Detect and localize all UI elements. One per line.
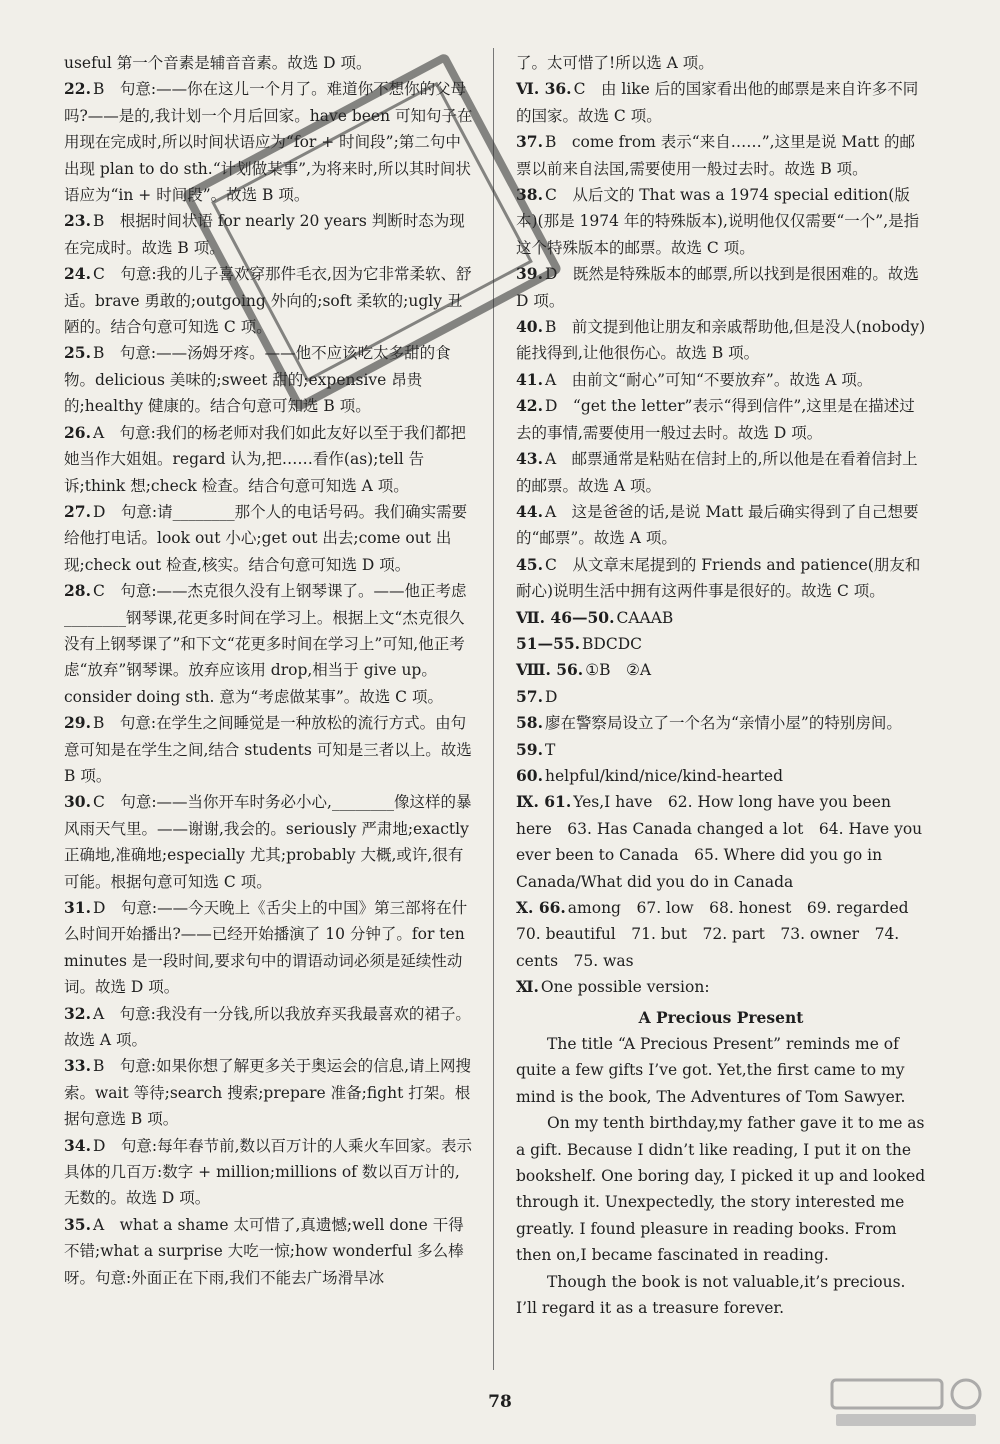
question-number: 37. xyxy=(516,132,543,152)
question-number: Ⅶ. 46—50. xyxy=(516,607,615,627)
answer-text: B come from 表示“来自……”,这里是说 Matt 的邮票以前来自法国,需要使用一般过去时。故选 B 项。 xyxy=(516,133,915,178)
answer-text: B 句意:如果你想了解更多关于奥运会的信息,请上网搜索。wait 等待;search 搜索;prepare 准备;fight 打架。根据句意选 B 项。 xyxy=(64,1057,472,1129)
question-number: 33. xyxy=(64,1056,91,1076)
question-number: 35. xyxy=(64,1214,91,1234)
question-number: 45. xyxy=(516,554,543,574)
left-column xyxy=(64,50,474,1291)
right-column-entry xyxy=(516,446,926,499)
answer-text: A 由前文“耐心”可知“不要放弃”。故选 A 项。 xyxy=(544,370,873,389)
answer-text: D 句意:请________那个人的电话号码。我们确实需要给他打电话。look out 小心;get out 出去;come out 出现;check out 检查,核实。结合句意可知选 D 项。 xyxy=(64,502,468,574)
question-number: 43. xyxy=(516,449,543,469)
left-column-entry xyxy=(64,1053,474,1132)
right-column-entry xyxy=(516,763,926,789)
right-column-entry xyxy=(516,895,926,974)
question-number: 26. xyxy=(64,422,91,442)
left-column-entry xyxy=(64,499,474,578)
right-column-entry xyxy=(516,552,926,605)
left-column-entry xyxy=(64,578,474,710)
essay-paragraph-3: Though the book is not valuable,it’s precious. I’ll regard it as a treasure forever. xyxy=(516,1272,906,1318)
right-column-entry xyxy=(516,182,926,261)
question-number: 24. xyxy=(64,264,91,284)
answer-text: A 句意:我没有一分钱,所以我放弃买我最喜欢的裙子。故选 A 项。 xyxy=(64,1004,471,1050)
right-column-entry xyxy=(516,129,926,182)
corner-logo-icon xyxy=(826,1372,986,1432)
left-column-entry xyxy=(64,710,474,789)
question-number: 22. xyxy=(64,79,91,99)
question-number: 25. xyxy=(64,343,91,363)
left-column-entry xyxy=(64,789,474,895)
answer-text: B 前文提到他让朋友和亲戚帮助他,但是没人(nobody)能找得到,让他很伤心。故选 B 项。 xyxy=(516,318,926,363)
answer-text: C 句意:我的儿子喜欢穿那件毛衣,因为它非常柔软、舒适。brave 勇敢的;outgoing 外向的;soft 柔软的;ugly 丑陋的。结合句意可知选 C 项。 xyxy=(64,265,472,337)
answer-text: C 句意:——杰克很久没有上钢琴课了。——他正考虑________钢琴课,花更多时间在学习上。根据上文“杰克很久没有上钢琴课了”和下文“花更多时间在学习上”可知,他正考虑“放弃”钢琴课。放弃应该用 drop,相当于 give up。consider doing sth. 意为“考虑做某事”。故选 C 项。 xyxy=(64,582,467,706)
column-divider xyxy=(493,48,494,1370)
answer-text: BDCDC xyxy=(582,634,643,653)
right-column-entry xyxy=(516,50,926,76)
question-number: 34. xyxy=(64,1135,91,1155)
answer-text: D “get the letter”表示“得到信件”,这里是在描述过去的事情,需要使用一般过去时。故选 D 项。 xyxy=(516,397,915,442)
question-number: 58. xyxy=(516,713,543,733)
answer-text: CAAAB xyxy=(616,608,674,627)
answer-text: helpful/kind/nice/kind-hearted xyxy=(544,766,784,785)
answer-text: One possible version: xyxy=(540,978,710,997)
question-number: 51—55. xyxy=(516,633,581,653)
right-column-entry xyxy=(516,974,926,1000)
answer-text: Yes,I have 62. How long have you been here 63. Has Canada changed a lot 64. Have you ever been to Canada 65. Where did you go in Canada/What did you do in Canada xyxy=(516,793,923,891)
question-number: 41. xyxy=(516,369,543,389)
right-column-entry xyxy=(516,393,926,446)
essay-title: A Precious Present xyxy=(638,1007,804,1027)
answer-text: A 这是爸爸的话,是说 Matt 最后确实得到了自己想要的“邮票”。故选 A 项。 xyxy=(516,502,919,548)
left-column-entry xyxy=(64,50,474,76)
question-number: 32. xyxy=(64,1003,91,1023)
essay-paragraph-1: The title “A Precious Present” reminds me of quite a few gifts I’ve got. Yet,the first came to my mind is the book, The Adventures of Tom Sawyer. xyxy=(516,1035,906,1106)
answer-text: C 句意:——当你开车时务必小心,________像这样的暴风雨天气里。——谢谢,我会的。seriously 严肃地;exactly 正确地,准确地;especially 尤其;probably 大概,或许,很有可能。根据句意可知选 C 项。 xyxy=(64,793,472,891)
left-column-entry xyxy=(64,208,474,261)
right-column-entry xyxy=(516,684,926,710)
right-column-entry xyxy=(516,631,926,657)
question-number: 31. xyxy=(64,898,91,917)
question-number: 39. xyxy=(516,264,543,284)
right-column-entry xyxy=(516,499,926,552)
left-column-entry xyxy=(64,76,474,208)
answer-text: B 根据时间状语 for nearly 20 years 判断时态为现在完成时。故选 B 项。 xyxy=(64,212,465,257)
question-number: 23. xyxy=(64,211,91,231)
answer-text: useful 第一个音素是辅音音素。故选 D 项。 xyxy=(64,54,372,72)
answer-text: A what a shame 太可惜了,真遗憾;well done 干得不错;what a surprise 大吃一惊;how wonderful 多么棒呀。句意:外面正在下雨,我们不能去广场滑旱冰 xyxy=(64,1215,464,1287)
right-column-entry xyxy=(516,367,926,393)
answer-text: C 从文章末尾提到的 Friends and patience(朋友和耐心)说明生活中拥有这两件事是很好的。故选 C 项。 xyxy=(516,555,921,601)
right-column-entry xyxy=(516,789,926,895)
question-number: Ⅹ. 66. xyxy=(516,898,566,917)
answer-text: ①B ②A xyxy=(585,661,652,680)
question-number: Ⅸ. 61. xyxy=(516,792,572,812)
answer-text: C 由 like 后的国家看出他的邮票是来自许多不同的国家。故选 C 项。 xyxy=(516,80,919,125)
answer-text: among 67. low 68. honest 69. regarded 70. beautiful 71. but 72. part 73. owner 74. cents 75. was xyxy=(516,899,925,970)
right-column-entry xyxy=(516,76,926,129)
left-column-entry xyxy=(64,1133,474,1212)
answer-text: 廖在警察局设立了一个名为“亲情小屋”的特别房间。 xyxy=(544,714,902,733)
right-column-entry xyxy=(516,605,926,631)
question-number: Ⅺ. xyxy=(516,977,539,997)
left-column-entry xyxy=(64,1001,474,1054)
left-column-entry xyxy=(64,261,474,340)
answer-text: 了。太可惜了!所以选 A 项。 xyxy=(516,54,714,72)
answer-text: D xyxy=(544,687,558,706)
essay-paragraph-2: On my tenth birthday,my father gave it to me as a gift. Because I didn’t like reading, I put it on the bookshelf. One boring day, I picked it up and looked through it. Unexpectedly, the story interested me greatly. I found pleasure in reading books. From then on,I became fascinated in reading. xyxy=(516,1114,926,1265)
question-number: 38. xyxy=(516,185,543,205)
question-number: 40. xyxy=(516,317,543,337)
answer-text: D 既然是特殊版本的邮票,所以找到是很困难的。故选 D 项。 xyxy=(516,265,919,310)
question-number: 44. xyxy=(516,501,543,521)
question-number: 57. xyxy=(516,686,543,706)
answer-text: A 句意:我们的杨老师对我们如此友好以至于我们都把她当作大姐姐。regard 认为,把……看作(as);tell 告诉;think 想;check 检查。结合句意可知选 A 项。 xyxy=(64,423,466,495)
right-column-entries xyxy=(516,50,926,1001)
question-number: 29. xyxy=(64,713,91,733)
answer-text: D 句意:——今天晚上《舌尖上的中国》第三部将在什么时间开始播出?——已经开始播演了 10 分钟了。for ten minutes 是一段时间,要求句中的谓语动词必须是延续性动词。故选 D 项。 xyxy=(64,899,468,997)
right-column-entry xyxy=(516,261,926,314)
question-number: 30. xyxy=(64,792,91,812)
left-column-entry xyxy=(64,420,474,499)
left-column-entry xyxy=(64,340,474,419)
question-number: 42. xyxy=(516,396,543,416)
answer-text: B 句意:——汤姆牙疼。——他不应该吃太多甜的食物。delicious 美味的;sweet 甜的;expensive 昂贵的;healthy 健康的。结合句意可知选 B 项。 xyxy=(64,344,451,416)
question-number: 60. xyxy=(516,765,543,785)
right-column-entry xyxy=(516,657,926,683)
answer-text: B 句意:在学生之间睡觉是一种放松的流行方式。由句意可知是在学生之间,结合 students 可知是三者以上。故选 B 项。 xyxy=(64,714,472,785)
right-column xyxy=(516,50,926,1322)
question-number: 59. xyxy=(516,739,543,759)
answer-text: B 句意:——你在这儿一个月了。难道你不想你的父母吗?——是的,我计划一个月后回家。have been 可知句子在用现在完成时,所以时间状语应为“for + 时间段”;第二句中出现 plan to do sth.“计划做某事”,为将来时,所以其时间状语应为“in + 时间段”。故选 B 项。 xyxy=(64,80,473,205)
question-number: Ⅵ. 36. xyxy=(516,79,572,99)
question-number: 27. xyxy=(64,501,91,521)
left-column-entry xyxy=(64,1212,474,1291)
page-number: 78 xyxy=(488,1392,512,1412)
answer-text: C 从后文的 That was a 1974 special edition(版本)(那是 1974 年的特殊版本),说明他仅仅需要“一个”,是指这个特殊版本的邮票。故选 C 项。 xyxy=(516,186,920,257)
answer-text: A 邮票通常是粘贴在信封上的,所以他是在看着信封上的邮票。故选 A 项。 xyxy=(516,450,918,495)
question-number: Ⅷ. 56. xyxy=(516,660,584,680)
left-column-entry xyxy=(64,895,474,1001)
answer-text: D 句意:每年春节前,数以百万计的人乘火车回家。表示具体的几百万:数字 + million;millions of 数以百万计的,无数的。故选 D 项。 xyxy=(64,1136,473,1208)
right-column-entry xyxy=(516,737,926,763)
right-column-entry xyxy=(516,710,926,736)
question-number: 28. xyxy=(64,581,91,601)
answer-text: T xyxy=(544,740,556,759)
right-column-entry xyxy=(516,314,926,367)
